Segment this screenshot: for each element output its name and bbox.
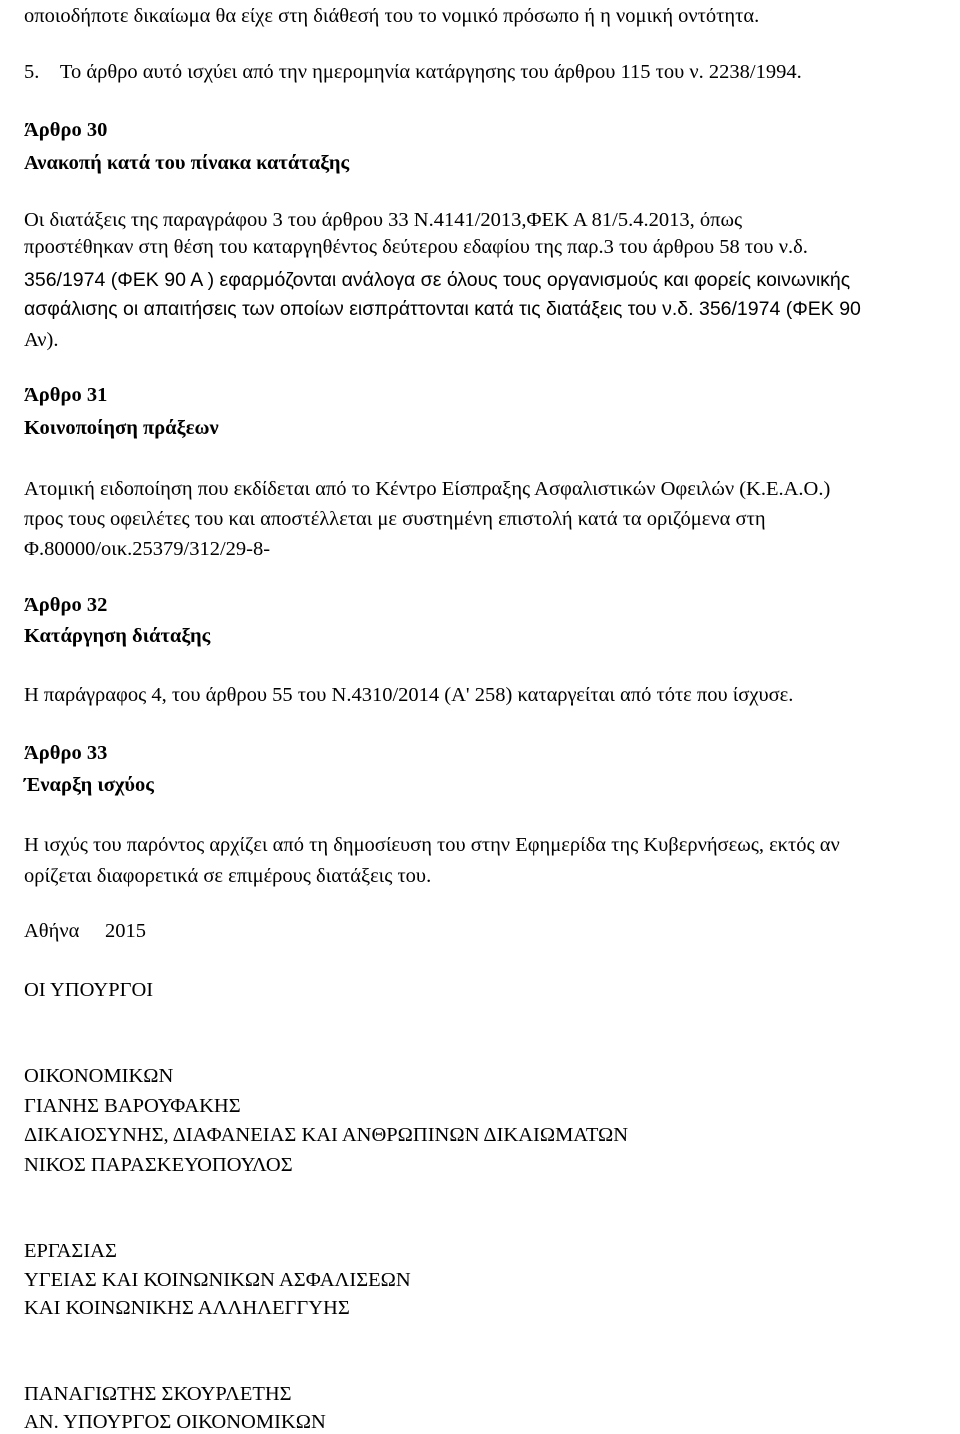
article-33-subtitle: Έναρξη ισχύος — [24, 774, 154, 796]
article-33-line-1: Η ισχύς του παρόντος αρχίζει από τη δημοσίευση του στην Εφημερίδα της Κυβερνήσεως, εκτός αν — [24, 834, 840, 856]
year: 2015 — [104, 920, 146, 942]
paragraph-number: 5. — [24, 61, 40, 83]
article-32-title: Άρθρο 32 — [24, 594, 108, 616]
article-33-line-2: ορίζεται διαφορετικά σε επιμέρους διατάξεις του. — [24, 865, 432, 887]
article-30-subtitle: Ανακοπή κατά του πίνακα κατάταξης — [24, 152, 350, 174]
article-31-line-1: Ατομική ειδοποίηση που εκδίδεται από το Κέντρο Είσπραξης Ασφαλιστικών Οφειλών (Κ.Ε.Α.Ο.) — [24, 478, 831, 500]
article-30-line-4: ασφάλισης οι απαιτήσεις των οποίων εισπράττονται κατά τις διατάξεις του ν.δ. 356/1974 (ΦΕΚ 90 — [24, 298, 861, 320]
minister-name: ΝΙΚΟΣ ΠΑΡΑΣΚΕΥΟΠΟΥΛΟΣ — [24, 1154, 293, 1176]
article-30-line-2: προστέθηκαν στη θέση του καταργηθέντος δεύτερου εδαφίου της παρ.3 του άρθρου 58 του ν.δ. — [24, 236, 808, 258]
ministers-heading: ΟΙ ΥΠΟΥΡΓΟΙ — [24, 979, 154, 1001]
article-31-line-2: προς τους οφειλέτες του και αποστέλλεται με συστημένη επιστολή κατά τα οριζόμενα στη — [24, 508, 766, 530]
ministry-justice: ΔΙΚΑΙΟΣΥΝΗΣ, ΔΙΑΦΑΝΕΙΑΣ ΚΑΙ ΑΝΘΡΩΠΙΝΩΝ ΔΙΚΑΙΩΜΑΤΩΝ — [24, 1124, 629, 1146]
paragraph-text: Το άρθρο αυτό ισχύει από την ημερομηνία κατάργησης του άρθρου 115 του ν. 2238/1994. — [59, 61, 802, 83]
paragraph-5 — [24, 60, 802, 84]
continuation-line: οποιοδήποτε δικαίωμα θα είχε στη διάθεσή του το νομικό πρόσωπο ή η νομική οντότητα. — [24, 5, 760, 27]
ministry-labour-line-2: ΥΓΕΙΑΣ ΚΑΙ ΚΟΙΝΩΝΙΚΩΝ ΑΣΦΑΛΙΣΕΩΝ — [24, 1269, 411, 1291]
minister-role: ΑΝ. ΥΠΟΥΡΓΟΣ ΟΙΚΟΝΟΜΙΚΩΝ — [24, 1411, 326, 1433]
place: Αθήνα — [24, 920, 80, 942]
ministry-finance: ΟΙΚΟΝΟΜΙΚΩΝ — [24, 1065, 174, 1087]
article-32-subtitle: Κατάργηση διάταξης — [24, 625, 211, 647]
article-30-line-3: 356/1974 (ΦΕΚ 90 Α ) εφαρμόζονται ανάλογα σε όλους τους οργανισμούς και φορείς κοινωνικής — [24, 269, 851, 291]
article-30-title: Άρθρο 30 — [24, 119, 108, 141]
minister-name: ΠΑΝΑΓΙΩΤΗΣ ΣΚΟΥΡΛΕΤΗΣ — [24, 1383, 292, 1405]
article-30-line-5: Αν). — [24, 329, 59, 351]
ministry-labour-line-1: ΕΡΓΑΣΙΑΣ — [24, 1240, 117, 1262]
article-30-line-1: Οι διατάξεις της παραγράφου 3 του άρθρου 33 Ν.4141/2013,ΦΕΚ Α 81/5.4.2013, όπως — [24, 209, 743, 231]
article-31-subtitle: Κοινοποίηση πράξεων — [24, 417, 219, 439]
place-date — [24, 919, 146, 943]
article-31-line-3: Φ.80000/οικ.25379/312/29-8- — [24, 538, 271, 560]
article-33-title: Άρθρο 33 — [24, 742, 108, 764]
article-32-text: Η παράγραφος 4, του άρθρου 55 του Ν.4310/2014 (Α' 258) καταργείται από τότε που ίσχυσε. — [24, 684, 794, 706]
ministry-labour-line-3: ΚΑΙ ΚΟΙΝΩΝΙΚΗΣ ΑΛΛΗΛΕΓΓΥΗΣ — [24, 1297, 350, 1319]
article-31-title: Άρθρο 31 — [24, 384, 108, 406]
minister-name: ΓΙΑΝΗΣ ΒΑΡΟΥΦΑΚΗΣ — [24, 1095, 241, 1117]
